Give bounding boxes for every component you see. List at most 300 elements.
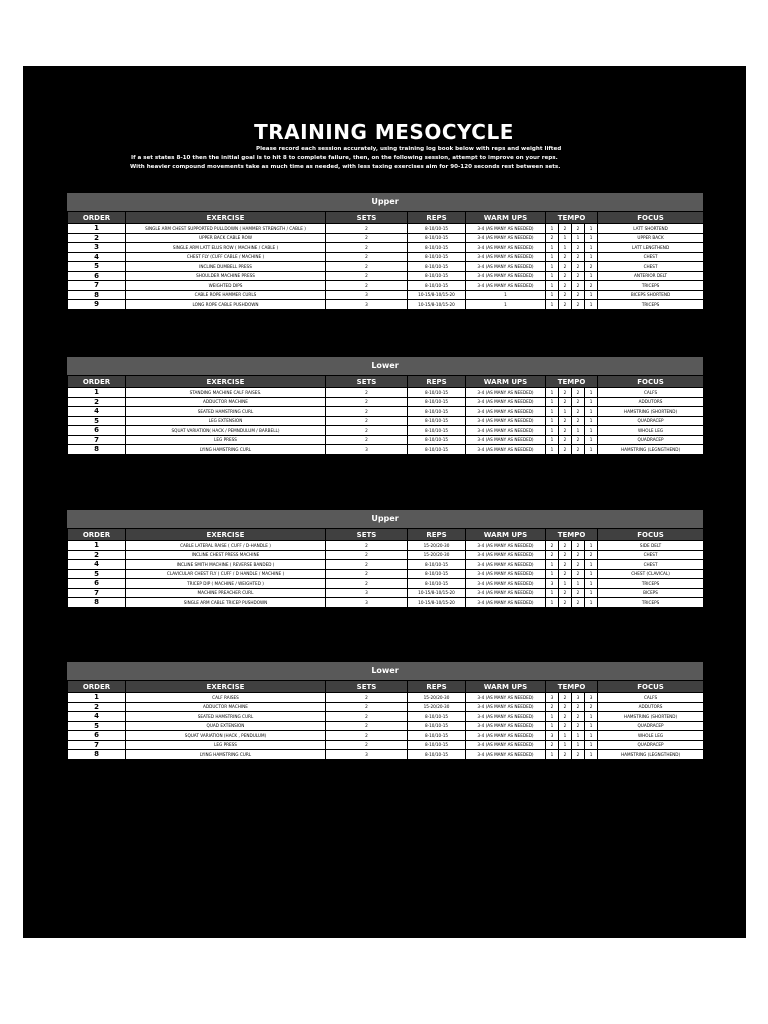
- reps-cell: 8-10/10-15: [408, 407, 466, 417]
- exercise-cell: UPPER BACK CABLE ROW: [126, 233, 326, 243]
- tempo-cell: 2: [559, 721, 572, 731]
- tempo-cell: 2: [559, 550, 572, 560]
- page-title: TRAINING MESOCYCLE: [254, 120, 514, 144]
- tempo-cell: 1: [559, 731, 572, 741]
- tempo-cell: 2: [546, 740, 559, 750]
- order-cell: 7: [68, 740, 126, 750]
- table-row: [68, 588, 704, 598]
- warmups-cell: 3-4 (AS MANY AS NEEDED): [466, 224, 546, 234]
- table-row: [68, 541, 704, 551]
- table-row: [68, 388, 704, 398]
- warmups-cell: 3-4 (AS MANY AS NEEDED): [466, 262, 546, 272]
- exercise-cell: LEG PRESS: [126, 740, 326, 750]
- order-cell: 3: [68, 243, 126, 253]
- focus-cell: CHEST: [598, 252, 704, 262]
- table-row: [68, 300, 704, 310]
- focus-cell: ANTERIOR DELT: [598, 271, 704, 281]
- column-header: TEMPO: [546, 529, 598, 541]
- tempo-cell: 2: [559, 598, 572, 608]
- tempo-cell: 2: [559, 435, 572, 445]
- tempo-cell: 1: [585, 243, 598, 253]
- tempo-cell: 1: [585, 407, 598, 417]
- tempo-cell: 1: [585, 569, 598, 579]
- tempo-cell: 1: [585, 271, 598, 281]
- sets-cell: 2: [326, 550, 408, 560]
- table-row: [68, 407, 704, 417]
- table-row: [68, 569, 704, 579]
- sets-cell: 2: [326, 721, 408, 731]
- order-cell: 6: [68, 426, 126, 436]
- reps-cell: 8-10/10-15: [408, 233, 466, 243]
- tempo-cell: 2: [572, 435, 585, 445]
- tempo-cell: 1: [585, 388, 598, 398]
- table-row: [68, 731, 704, 741]
- warmups-cell: 3-4 (AS MANY AS NEEDED): [466, 579, 546, 589]
- tempo-cell: 2: [572, 397, 585, 407]
- column-header: FOCUS: [598, 376, 704, 388]
- focus-cell: SIDE DELT: [598, 541, 704, 551]
- warmups-cell: 3-4 (AS MANY AS NEEDED): [466, 560, 546, 570]
- exercise-cell: ADDUCTOR MACHINE: [126, 702, 326, 712]
- tempo-cell: 2: [559, 560, 572, 570]
- column-header: REPS: [408, 681, 466, 693]
- tempo-cell: 2: [572, 271, 585, 281]
- exercise-cell: CABLE LATERAL RAISE ( CUFF / D-HANDLE ): [126, 541, 326, 551]
- tempo-cell: 2: [572, 588, 585, 598]
- sets-cell: 2: [326, 740, 408, 750]
- tempo-cell: 1: [546, 721, 559, 731]
- reps-cell: 8-10/10-15: [408, 281, 466, 291]
- table-row: [68, 712, 704, 722]
- tempo-cell: 1: [572, 426, 585, 436]
- tempo-cell: 1: [585, 435, 598, 445]
- warmups-cell: 3-4 (AS MANY AS NEEDED): [466, 740, 546, 750]
- order-cell: 8: [68, 750, 126, 760]
- focus-cell: HAMSTRING (LEGNGTHEND): [598, 750, 704, 760]
- table-row: [68, 281, 704, 291]
- reps-cell: 8-10/10-15: [408, 731, 466, 741]
- tempo-cell: 2: [572, 407, 585, 417]
- exercise-cell: LYING HAMSTRING CURL: [126, 445, 326, 455]
- warmups-cell: 3-4 (AS MANY AS NEEDED): [466, 233, 546, 243]
- column-header: EXERCISE: [126, 529, 326, 541]
- warmups-cell: 3-4 (AS MANY AS NEEDED): [466, 731, 546, 741]
- warmups-cell: 3-4 (AS MANY AS NEEDED): [466, 588, 546, 598]
- tempo-cell: 2: [572, 388, 585, 398]
- exercise-cell: TRICEP DIP ( MACHINE / WEIGHTED ): [126, 579, 326, 589]
- table-row: [68, 445, 704, 455]
- sets-cell: 2: [326, 271, 408, 281]
- order-cell: 8: [68, 290, 126, 300]
- tempo-cell: 1: [546, 388, 559, 398]
- reps-cell: 8-10/10-15: [408, 426, 466, 436]
- table-row: [68, 598, 704, 608]
- order-cell: 4: [68, 407, 126, 417]
- tempo-cell: 2: [546, 702, 559, 712]
- focus-cell: HAMSTRING (LEGNGTHEND): [598, 445, 704, 455]
- exercise-table: [67, 211, 704, 310]
- reps-cell: 10-15/8-10/15-20: [408, 300, 466, 310]
- tempo-cell: 2: [572, 541, 585, 551]
- tempo-cell: 2: [546, 541, 559, 551]
- tempo-cell: 1: [546, 560, 559, 570]
- sets-cell: 2: [326, 233, 408, 243]
- order-cell: 7: [68, 281, 126, 291]
- exercise-cell: INCLINE CHEST PRESS MACHINE: [126, 550, 326, 560]
- focus-cell: LATT LENGTHEND: [598, 243, 704, 253]
- exercise-cell: SINGLE ARM CHEST SUPPORTED PULLDOWN ( HAMMER STRENGTH / CABLE ): [126, 224, 326, 234]
- tempo-cell: 1: [546, 416, 559, 426]
- reps-cell: 8-10/10-15: [408, 579, 466, 589]
- column-header: FOCUS: [598, 529, 704, 541]
- intro-line-3: With heavier compound movements take as much time as needed, with less taxing exercises aim for 90-120 seconds rest between sets.: [130, 164, 561, 170]
- tempo-cell: 1: [546, 598, 559, 608]
- tempo-cell: 2: [559, 588, 572, 598]
- focus-cell: CALFS: [598, 693, 704, 703]
- warmups-cell: 3-4 (AS MANY AS NEEDED): [466, 693, 546, 703]
- warmups-cell: 3-4 (AS MANY AS NEEDED): [466, 397, 546, 407]
- sets-cell: 2: [326, 435, 408, 445]
- tempo-cell: 2: [559, 252, 572, 262]
- tempo-cell: 1: [585, 740, 598, 750]
- reps-cell: 10-15/8-10/15-20: [408, 588, 466, 598]
- warmups-cell: 3-4 (AS MANY AS NEEDED): [466, 550, 546, 560]
- column-header: TEMPO: [546, 376, 598, 388]
- sets-cell: 2: [326, 243, 408, 253]
- column-header: SETS: [326, 681, 408, 693]
- order-cell: 7: [68, 435, 126, 445]
- focus-cell: CHEST: [598, 560, 704, 570]
- tempo-cell: 3: [546, 579, 559, 589]
- exercise-cell: SINGLE ARM LATT ELUS ROW ( MACHINE / CABLE ): [126, 243, 326, 253]
- tempo-cell: 2: [572, 702, 585, 712]
- tempo-cell: 2: [559, 426, 572, 436]
- focus-cell: HAMSTRING (SHORTEND): [598, 407, 704, 417]
- focus-cell: UPPER BACK: [598, 233, 704, 243]
- sets-cell: 2: [326, 560, 408, 570]
- tempo-cell: 2: [546, 233, 559, 243]
- tempo-cell: 1: [546, 290, 559, 300]
- sets-cell: 2: [326, 281, 408, 291]
- tempo-cell: 2: [572, 445, 585, 455]
- tempo-cell: 1: [572, 579, 585, 589]
- table-row: [68, 397, 704, 407]
- column-header: WARM UPS: [466, 376, 546, 388]
- tempo-cell: 1: [585, 445, 598, 455]
- tempo-cell: 1: [559, 233, 572, 243]
- tempo-cell: 2: [585, 550, 598, 560]
- sets-cell: 2: [326, 224, 408, 234]
- tempo-cell: 2: [559, 416, 572, 426]
- table-row: [68, 435, 704, 445]
- reps-cell: 8-10/10-15: [408, 252, 466, 262]
- tempo-cell: 2: [572, 281, 585, 291]
- tempo-cell: 2: [572, 560, 585, 570]
- session-block-1: [67, 193, 703, 310]
- column-header: TEMPO: [546, 212, 598, 224]
- warmups-cell: 3-4 (AS MANY AS NEEDED): [466, 541, 546, 551]
- tempo-cell: 1: [546, 435, 559, 445]
- order-cell: 1: [68, 388, 126, 398]
- tempo-cell: 3: [546, 731, 559, 741]
- session-title: Lower: [67, 662, 703, 680]
- column-header: WARM UPS: [466, 681, 546, 693]
- tempo-cell: 2: [572, 290, 585, 300]
- table-row: [68, 224, 704, 234]
- warmups-cell: 3-4 (AS MANY AS NEEDED): [466, 407, 546, 417]
- column-header: TEMPO: [546, 681, 598, 693]
- tempo-cell: 1: [546, 750, 559, 760]
- tempo-cell: 1: [546, 426, 559, 436]
- focus-cell: BICEPS: [598, 588, 704, 598]
- focus-cell: QUADRACEP: [598, 435, 704, 445]
- table-row: [68, 579, 704, 589]
- exercise-cell: WEIGHTED DIPS: [126, 281, 326, 291]
- tempo-cell: 1: [585, 560, 598, 570]
- reps-cell: 10-15/8-10/15-20: [408, 598, 466, 608]
- reps-cell: 8-10/10-15: [408, 271, 466, 281]
- sets-cell: 2: [326, 388, 408, 398]
- tempo-cell: 1: [585, 731, 598, 741]
- tempo-cell: 2: [559, 569, 572, 579]
- column-header: WARM UPS: [466, 212, 546, 224]
- column-header: EXERCISE: [126, 376, 326, 388]
- table-row: [68, 740, 704, 750]
- tempo-cell: 2: [559, 281, 572, 291]
- sets-cell: 3: [326, 300, 408, 310]
- warmups-cell: 3-4 (AS MANY AS NEEDED): [466, 388, 546, 398]
- table-row: [68, 550, 704, 560]
- tempo-cell: 2: [572, 224, 585, 234]
- warmups-cell: 3-4 (AS MANY AS NEEDED): [466, 252, 546, 262]
- focus-cell: CHEST: [598, 550, 704, 560]
- exercise-cell: MACHINE PREACHER CURL: [126, 588, 326, 598]
- table-row: [68, 560, 704, 570]
- focus-cell: QUADRACEP: [598, 416, 704, 426]
- tempo-cell: 1: [585, 721, 598, 731]
- exercise-cell: INCLINE SMITH MACHINE ( REVERSE BANDED ): [126, 560, 326, 570]
- tempo-cell: 2: [559, 271, 572, 281]
- tempo-cell: 2: [572, 243, 585, 253]
- column-header: SETS: [326, 529, 408, 541]
- table-row: [68, 233, 704, 243]
- exercise-cell: CLAVICULAR CHEST FLY ( CUFF / D HANDLE / MACHINE ): [126, 569, 326, 579]
- focus-cell: ADDUTORS: [598, 702, 704, 712]
- exercise-cell: CHEST FLY (CUFF CABLE / MACHINE ): [126, 252, 326, 262]
- tempo-cell: 2: [572, 569, 585, 579]
- sets-cell: 2: [326, 397, 408, 407]
- warmups-cell: 3-4 (AS MANY AS NEEDED): [466, 445, 546, 455]
- order-cell: 2: [68, 397, 126, 407]
- sets-cell: 3: [326, 290, 408, 300]
- order-cell: 8: [68, 445, 126, 455]
- table-row: [68, 252, 704, 262]
- order-cell: 7: [68, 588, 126, 598]
- focus-cell: CHEST: [598, 262, 704, 272]
- tempo-cell: 2: [559, 445, 572, 455]
- session-block-3: [67, 510, 703, 608]
- sets-cell: 2: [326, 252, 408, 262]
- reps-cell: 8-10/10-15: [408, 560, 466, 570]
- sets-cell: 3: [326, 588, 408, 598]
- tempo-cell: 3: [546, 693, 559, 703]
- reps-cell: 15-20/20-30: [408, 702, 466, 712]
- tempo-cell: 1: [585, 541, 598, 551]
- tempo-cell: 2: [559, 388, 572, 398]
- intro-line-1: Please record each session accurately, using training log book below with reps and weight lifted: [256, 146, 562, 152]
- tempo-cell: 1: [585, 233, 598, 243]
- order-cell: 2: [68, 702, 126, 712]
- focus-cell: ADDUTORS: [598, 397, 704, 407]
- tempo-cell: 2: [559, 290, 572, 300]
- tempo-cell: 2: [572, 262, 585, 272]
- exercise-cell: SEATED HAMSTRING CURL: [126, 407, 326, 417]
- focus-cell: LATT SHORTEND: [598, 224, 704, 234]
- tempo-cell: 1: [546, 588, 559, 598]
- order-cell: 6: [68, 271, 126, 281]
- tempo-cell: 2: [572, 300, 585, 310]
- tempo-cell: 1: [546, 224, 559, 234]
- tempo-cell: 1: [546, 445, 559, 455]
- exercise-cell: ADDUCTOR MACHINE: [126, 397, 326, 407]
- reps-cell: 8-10/10-15: [408, 740, 466, 750]
- warmups-cell: 3-4 (AS MANY AS NEEDED): [466, 712, 546, 722]
- column-header: ORDER: [68, 681, 126, 693]
- column-header: REPS: [408, 212, 466, 224]
- focus-cell: WHOLE LEG: [598, 426, 704, 436]
- sets-cell: 2: [326, 702, 408, 712]
- table-row: [68, 290, 704, 300]
- column-header: WARM UPS: [466, 529, 546, 541]
- tempo-cell: 2: [559, 224, 572, 234]
- tempo-cell: 2: [559, 262, 572, 272]
- reps-cell: 10-15/8-10/15-20: [408, 290, 466, 300]
- sets-cell: 2: [326, 541, 408, 551]
- focus-cell: TRICEPS: [598, 281, 704, 291]
- tempo-cell: 2: [585, 281, 598, 291]
- table-row: [68, 702, 704, 712]
- tempo-cell: 1: [546, 271, 559, 281]
- order-cell: 2: [68, 550, 126, 560]
- exercise-cell: LEG EXTENSION: [126, 416, 326, 426]
- tempo-cell: 2: [546, 550, 559, 560]
- warmups-cell: 3-4 (AS MANY AS NEEDED): [466, 435, 546, 445]
- exercise-cell: SEATED HAMSTRING CURL: [126, 712, 326, 722]
- focus-cell: QUADRACEP: [598, 721, 704, 731]
- reps-cell: 8-10/10-15: [408, 435, 466, 445]
- tempo-cell: 1: [585, 750, 598, 760]
- table-row: [68, 721, 704, 731]
- warmups-cell: 3-4 (AS MANY AS NEEDED): [466, 702, 546, 712]
- session-title: Upper: [67, 510, 703, 528]
- sets-cell: 2: [326, 731, 408, 741]
- session-title: Lower: [67, 357, 703, 375]
- tempo-cell: 1: [559, 740, 572, 750]
- tempo-cell: 1: [546, 300, 559, 310]
- tempo-cell: 3: [572, 693, 585, 703]
- tempo-cell: 2: [559, 750, 572, 760]
- exercise-cell: SQUAT VARIATION( HACK / PEMNDULUM / BARBELL): [126, 426, 326, 436]
- warmups-cell: 3-4 (AS MANY AS NEEDED): [466, 243, 546, 253]
- column-header: FOCUS: [598, 212, 704, 224]
- tempo-cell: 1: [546, 262, 559, 272]
- tempo-cell: 2: [572, 712, 585, 722]
- warmups-cell: 3-4 (AS MANY AS NEEDED): [466, 426, 546, 436]
- tempo-cell: 2: [572, 598, 585, 608]
- warmups-cell: 1: [466, 300, 546, 310]
- focus-cell: TRICEPS: [598, 598, 704, 608]
- session-block-2: [67, 357, 703, 455]
- tempo-cell: 1: [585, 426, 598, 436]
- reps-cell: 15-20/20-30: [408, 693, 466, 703]
- order-cell: 4: [68, 560, 126, 570]
- focus-cell: QUADRACEP: [598, 740, 704, 750]
- reps-cell: 15-20/20-30: [408, 550, 466, 560]
- tempo-cell: 3: [585, 693, 598, 703]
- column-header: EXERCISE: [126, 681, 326, 693]
- sets-cell: 2: [326, 262, 408, 272]
- reps-cell: 8-10/10-15: [408, 224, 466, 234]
- exercise-cell: CABLE ROPE HAMMER CURLS: [126, 290, 326, 300]
- tempo-cell: 2: [585, 702, 598, 712]
- exercise-cell: LEG PRESS: [126, 435, 326, 445]
- tempo-cell: 1: [585, 579, 598, 589]
- tempo-cell: 2: [559, 712, 572, 722]
- order-cell: 8: [68, 598, 126, 608]
- reps-cell: 8-10/10-15: [408, 262, 466, 272]
- table-row: [68, 243, 704, 253]
- column-header: ORDER: [68, 212, 126, 224]
- column-header: SETS: [326, 212, 408, 224]
- tempo-cell: 1: [559, 407, 572, 417]
- table-row: [68, 750, 704, 760]
- tempo-cell: 1: [585, 588, 598, 598]
- sets-cell: 2: [326, 416, 408, 426]
- tempo-cell: 1: [585, 397, 598, 407]
- exercise-table: [67, 528, 704, 608]
- sets-cell: 2: [326, 426, 408, 436]
- tempo-cell: 2: [572, 550, 585, 560]
- reps-cell: 8-10/10-15: [408, 416, 466, 426]
- reps-cell: 8-10/10-15: [408, 712, 466, 722]
- order-cell: 6: [68, 579, 126, 589]
- tempo-cell: 2: [559, 693, 572, 703]
- exercise-cell: SQUAT VARIATION (HACK , PENDULUM): [126, 731, 326, 741]
- reps-cell: 8-10/10-15: [408, 445, 466, 455]
- tempo-cell: 2: [559, 541, 572, 551]
- sets-cell: 3: [326, 750, 408, 760]
- exercise-table: [67, 375, 704, 455]
- tempo-cell: 1: [546, 569, 559, 579]
- tempo-cell: 2: [585, 262, 598, 272]
- warmups-cell: 3-4 (AS MANY AS NEEDED): [466, 569, 546, 579]
- tempo-cell: 1: [546, 252, 559, 262]
- reps-cell: 8-10/10-15: [408, 243, 466, 253]
- order-cell: 5: [68, 569, 126, 579]
- tempo-cell: 1: [546, 407, 559, 417]
- order-cell: 2: [68, 233, 126, 243]
- order-cell: 1: [68, 693, 126, 703]
- sets-cell: 2: [326, 579, 408, 589]
- order-cell: 4: [68, 712, 126, 722]
- focus-cell: TRICEPS: [598, 300, 704, 310]
- column-header: FOCUS: [598, 681, 704, 693]
- table-row: [68, 271, 704, 281]
- warmups-cell: 1: [466, 290, 546, 300]
- tempo-cell: 1: [546, 397, 559, 407]
- warmups-cell: 3-4 (AS MANY AS NEEDED): [466, 598, 546, 608]
- warmups-cell: 3-4 (AS MANY AS NEEDED): [466, 416, 546, 426]
